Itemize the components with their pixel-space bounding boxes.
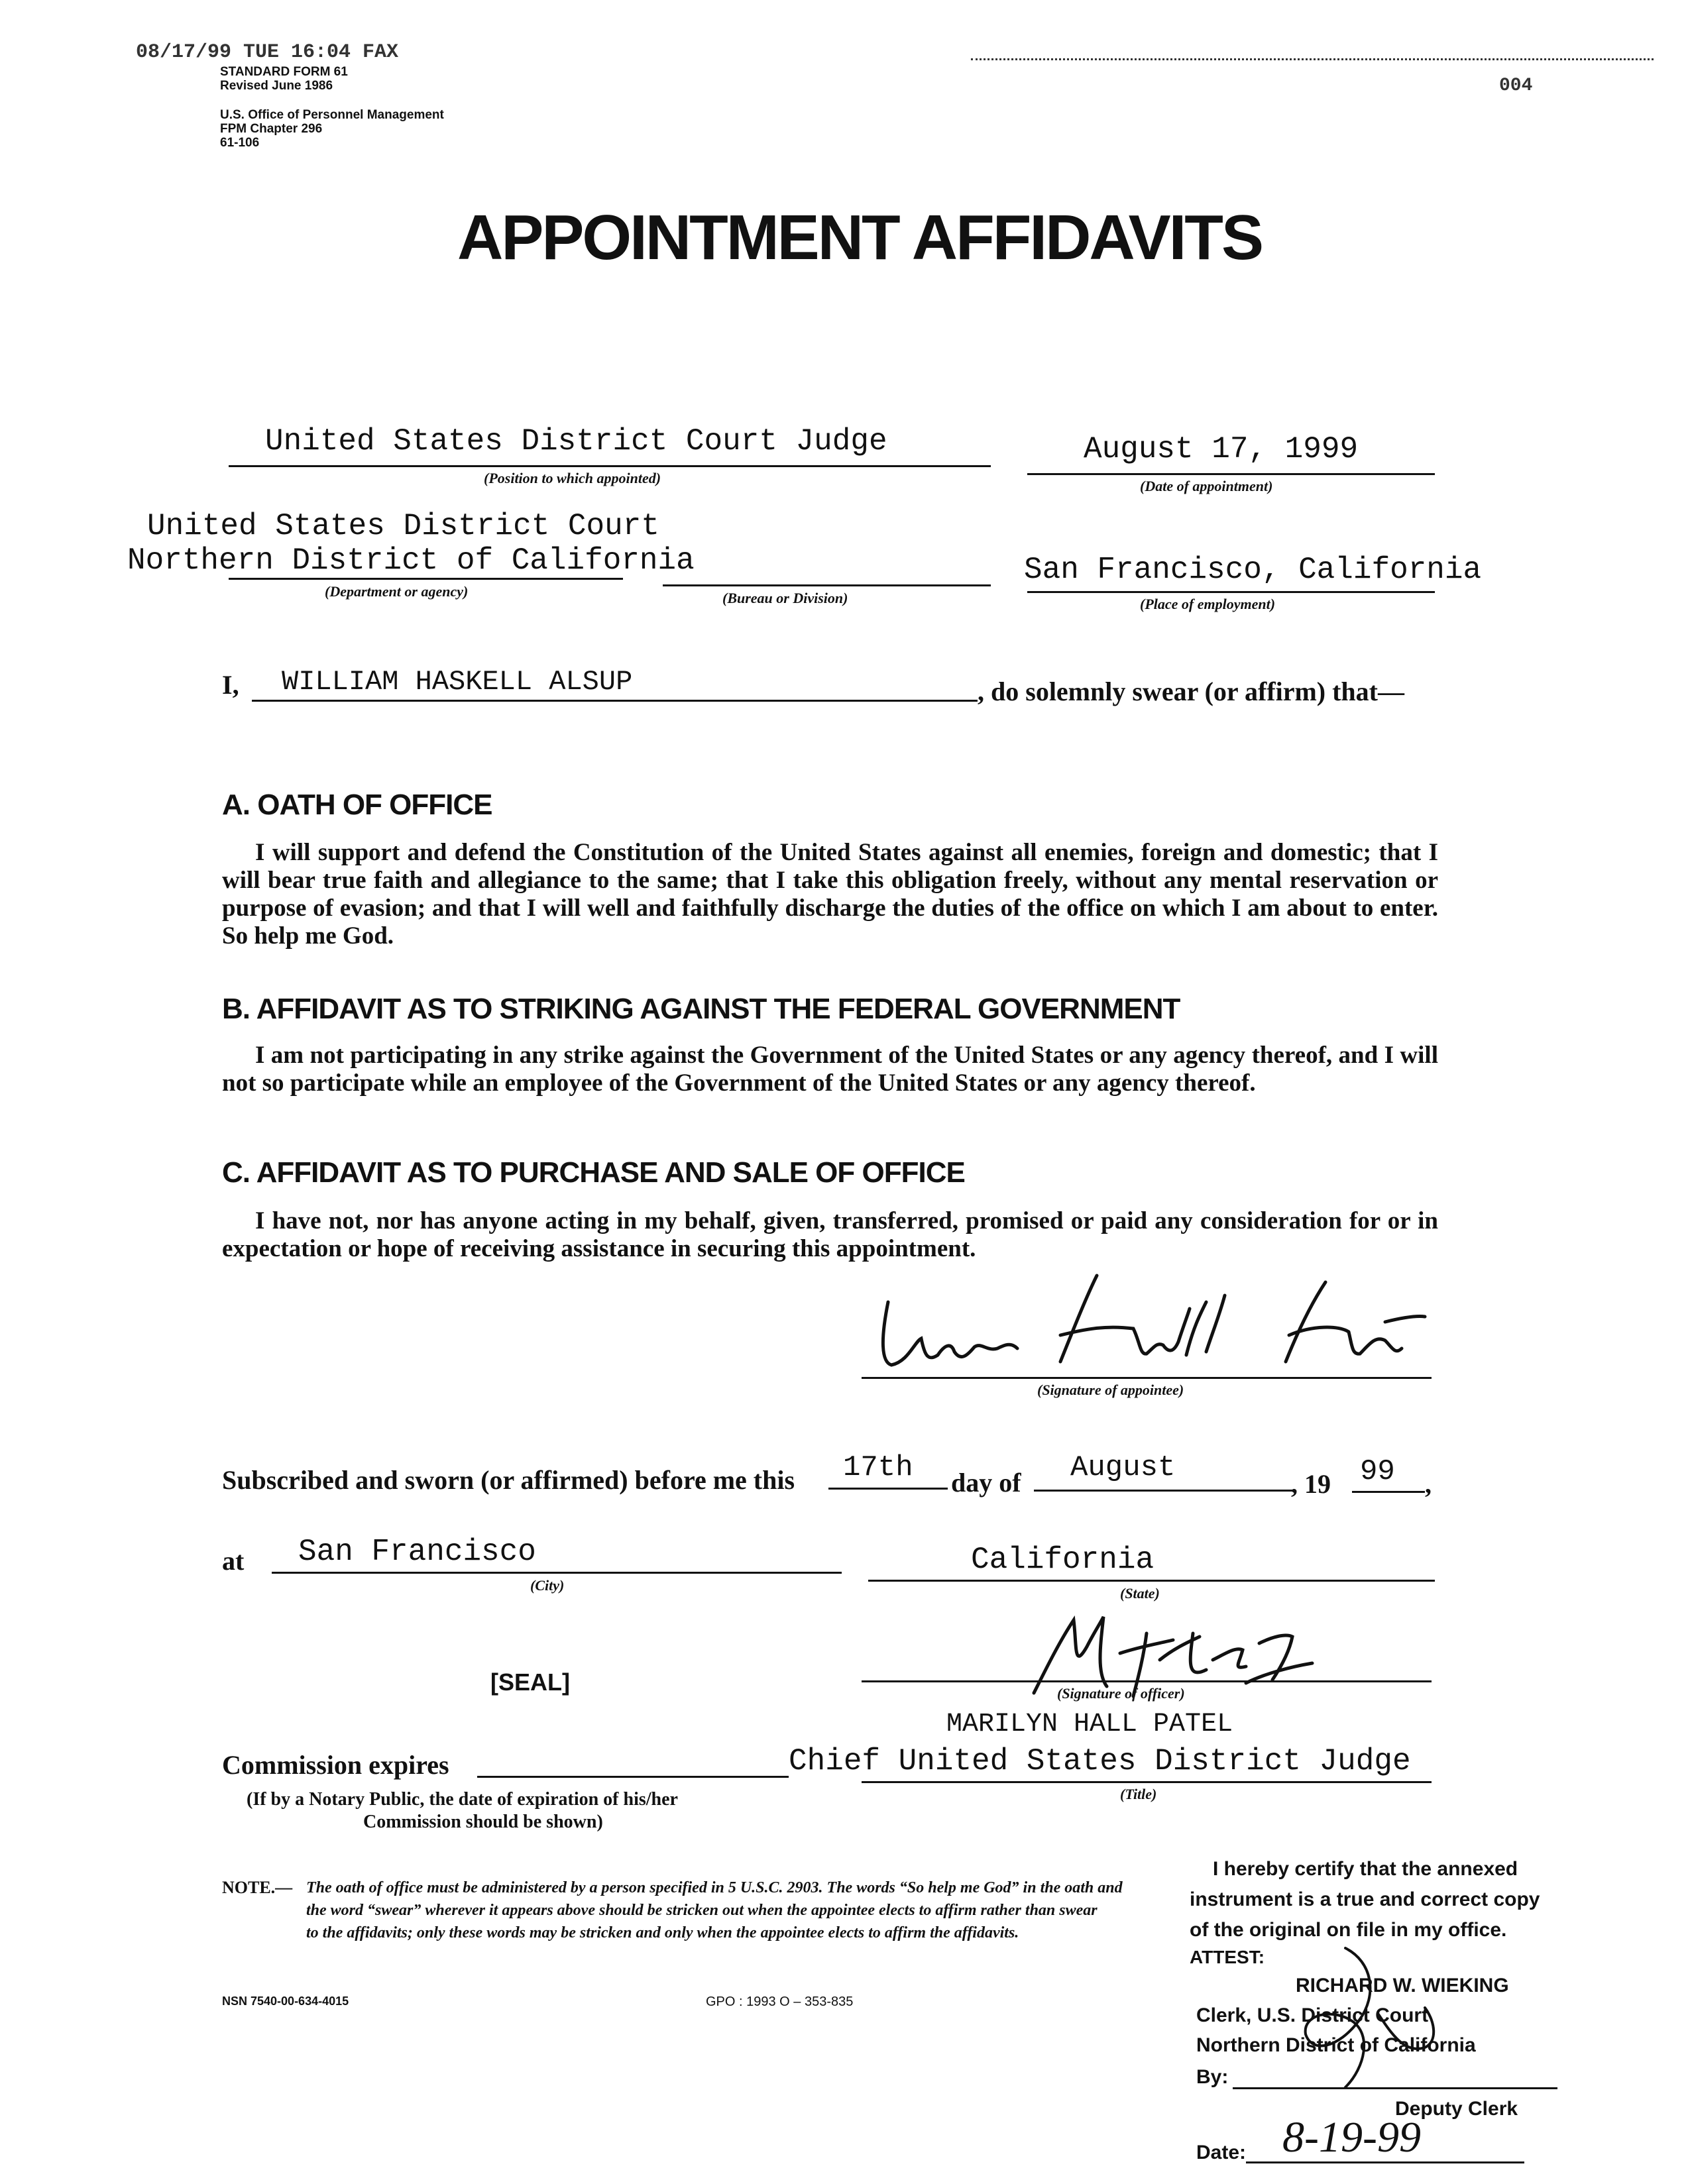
- position-underline: [229, 465, 991, 467]
- certification-date-value: 8-19-99: [1282, 2113, 1421, 2161]
- form-agency: U.S. Office of Personnel Management: [220, 108, 444, 122]
- sworn-year: 99: [1360, 1455, 1395, 1488]
- officer-signature-line: [862, 1680, 1432, 1682]
- sworn-day-underline: [828, 1488, 948, 1490]
- fax-header-rule: [971, 58, 1654, 60]
- location-at: at: [222, 1546, 245, 1576]
- certification-line3: of the original on file in my office.: [1190, 1919, 1507, 1941]
- officer-title-underline: [862, 1781, 1432, 1783]
- city-caption: (City): [530, 1577, 565, 1594]
- city-value: San Francisco: [298, 1535, 536, 1569]
- section-a-heading: A. OATH OF OFFICE: [222, 789, 492, 821]
- department-underline: [229, 578, 623, 580]
- certification-line1: I hereby certify that the annexed: [1213, 1858, 1518, 1880]
- commission-underline: [477, 1776, 789, 1778]
- state-underline: [868, 1580, 1435, 1582]
- footer-gpo: GPO : 1993 O – 353-835: [706, 1994, 854, 2009]
- form-revised: Revised June 1986: [220, 79, 333, 93]
- page-mark: 004: [1499, 76, 1533, 96]
- place-caption: (Place of employment): [1140, 596, 1276, 612]
- appointee-signature-caption: (Signature of appointee): [1037, 1382, 1184, 1398]
- by-label: By:: [1196, 2066, 1229, 2088]
- form-code: 61-106: [220, 136, 260, 150]
- note-label: NOTE.—: [222, 1878, 293, 1897]
- deputy-clerk-label: Deputy Clerk: [1395, 2098, 1518, 2120]
- certification-attest: ATTEST:: [1190, 1947, 1265, 1967]
- commission-note-line2: Commission should be shown): [363, 1812, 603, 1832]
- position-value: United States District Court Judge: [265, 424, 887, 459]
- department-value-line2: Northern District of California: [127, 543, 695, 578]
- officer-title-caption: (Title): [1120, 1786, 1157, 1802]
- date-underline: [1246, 2161, 1524, 2163]
- appointee-signature-line: [862, 1377, 1432, 1379]
- place-underline: [1027, 591, 1435, 593]
- clerk-title: Clerk, U.S. District Court: [1196, 2004, 1429, 2026]
- sworn-year-prefix: , 19: [1291, 1469, 1331, 1499]
- state-caption: (State): [1120, 1585, 1160, 1602]
- commission-label: Commission expires: [222, 1750, 449, 1780]
- bureau-underline: [663, 584, 991, 586]
- certification-line2: instrument is a true and correct copy: [1190, 1888, 1540, 1910]
- city-underline: [272, 1572, 842, 1574]
- officer-title: Chief United States District Judge: [789, 1744, 1411, 1778]
- sworn-year-suffix: ,: [1425, 1469, 1432, 1499]
- page-title: APPOINTMENT AFFIDAVITS: [457, 202, 1262, 273]
- seal-label: [SEAL]: [490, 1668, 570, 1696]
- sworn-prefix: Subscribed and sworn (or affirmed) before me this: [222, 1465, 795, 1495]
- appointee-name: WILLIAM HASKELL ALSUP: [282, 666, 633, 698]
- oath-prefix: I,: [222, 670, 239, 700]
- note-line1: The oath of office must be administered by a person specified in 5 U.S.C. 2903. The words “So help me God” in the oath and: [306, 1879, 1123, 1896]
- clerk-name: RICHARD W. WIEKING: [1296, 1975, 1509, 1996]
- position-caption: (Position to which appointed): [484, 470, 661, 486]
- sworn-month-underline: [1034, 1490, 1292, 1492]
- sworn-day: 17th: [843, 1451, 913, 1484]
- form-chapter: FPM Chapter 296: [220, 122, 323, 136]
- date-label: Date:: [1196, 2142, 1247, 2163]
- footer-nsn: NSN 7540-00-634-4015: [222, 1994, 349, 2008]
- sworn-month: August: [1070, 1451, 1176, 1484]
- bureau-caption: (Bureau or Division): [722, 590, 848, 606]
- commission-note-line1: (If by a Notary Public, the date of expiration of his/her: [247, 1789, 678, 1810]
- appointment-date-value: August 17, 1999: [1084, 432, 1359, 466]
- officer-signature-caption: (Signature of officer): [1057, 1685, 1185, 1702]
- appointee-signature: [862, 1262, 1432, 1385]
- state-value: California: [971, 1543, 1155, 1577]
- note-line2: the word “swear” wherever it appears above should be stricken out when the appointee elects to affirm rather than swear: [306, 1902, 1098, 1919]
- section-a-text: I will support and defend the Constitution of the United States against all enemies, foreign and domestic; that I will bear true faith and allegiance to the same; that I take this obligation freely, without any mental reservation or purpose of evasion; and that I will well and faithfully discharge the duties of the office on which I am about to enter. So help me God.: [222, 839, 1438, 950]
- section-b-text: I am not participating in any strike against the Government of the United States or any agency thereof, and I will not so participate while an employee of the Government of the United States or any agency thereof.: [222, 1042, 1438, 1097]
- place-value: San Francisco, California: [1024, 553, 1482, 587]
- section-b-heading: B. AFFIDAVIT AS TO STRIKING AGAINST THE FEDERAL GOVERNMENT: [222, 993, 1180, 1025]
- appointment-date-underline: [1027, 473, 1435, 475]
- department-caption: (Department or agency): [325, 583, 469, 600]
- fax-stamp: 08/17/99 TUE 16:04 FAX: [136, 41, 399, 64]
- oath-suffix: , do solemnly swear (or affirm) that—: [978, 677, 1404, 706]
- name-underline: [252, 700, 978, 702]
- sworn-year-underline: [1352, 1491, 1425, 1493]
- sworn-day-of: day of: [951, 1468, 1021, 1498]
- clerk-district: Northern District of California: [1196, 2034, 1476, 2056]
- appointment-date-caption: (Date of appointment): [1140, 478, 1273, 494]
- department-value-line1: United States District Court: [147, 509, 659, 543]
- officer-name: MARILYN HALL PATEL: [946, 1710, 1233, 1739]
- note-line3: to the affidavits; only these words may be stricken and only when the appointee elects to affirm the affidavits.: [306, 1924, 1019, 1941]
- clerk-signature: [1272, 1935, 1445, 2107]
- section-c-heading: C. AFFIDAVIT AS TO PURCHASE AND SALE OF OFFICE: [222, 1156, 965, 1189]
- form-name: STANDARD FORM 61: [220, 65, 348, 79]
- section-c-text: I have not, nor has anyone acting in my behalf, given, transferred, promised or paid any consideration for or in expectation or hope of receiving assistance in securing this appointment.: [222, 1207, 1438, 1262]
